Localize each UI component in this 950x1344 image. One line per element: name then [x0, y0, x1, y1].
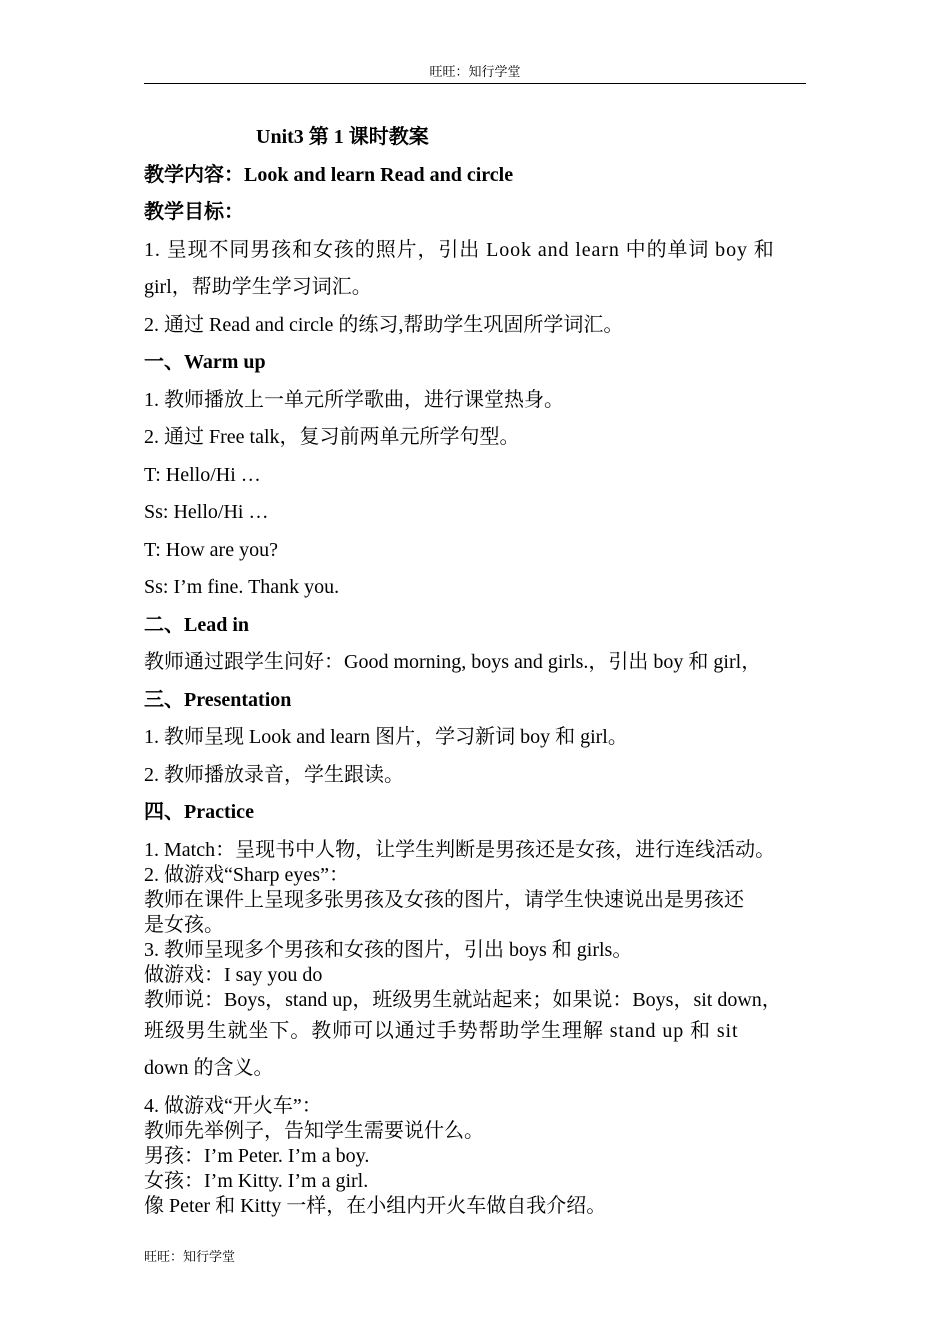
section-heading-lead-in: 二、Lead in: [144, 613, 250, 636]
lead-in-text: 教师通过跟学生问好：Good morning, boys and girls.，引出 boy 和 girl，: [144, 651, 762, 673]
presentation-step-2: 2. 教师播放录音，学生跟读。: [144, 763, 404, 786]
practice-line: 教师在课件上呈现多张男孩及女孩的图片，请学生快速说出是男孩还: [144, 888, 744, 911]
practice-line: 男孩：I’m Peter. I’m a boy.: [144, 1144, 370, 1167]
section-heading-warm-up: 一、Warm up: [144, 351, 266, 373]
lesson-plan-body: [144, 119, 814, 1219]
practice-line: 1. Match：呈现书中人物，让学生判断是男孩还是女孩，进行连线活动。: [144, 838, 776, 861]
practice-line: 是女孩。: [144, 913, 224, 936]
goal-item-1-line-1: 1. 呈现不同男孩和女孩的照片，引出 Look and learn 中的单词 boy 和: [144, 238, 775, 261]
warm-up-step-2: 2. 通过 Free talk，复习前两单元所学句型。: [144, 426, 520, 448]
practice-line: 3. 教师呈现多个男孩和女孩的图片，引出 boys 和 girls。: [144, 938, 633, 961]
practice-line: down 的含义。: [144, 1057, 274, 1079]
teaching-goals-heading: 教学目标：: [144, 201, 244, 223]
dialogue-line: T: Hello/Hi …: [144, 463, 261, 486]
practice-line: 做游戏：I say you do: [144, 963, 323, 986]
document-title: Unit3 第 1 课时教案: [256, 126, 429, 148]
presentation-step-1: 1. 教师呈现 Look and learn 图片，学习新词 boy 和 girl。: [144, 726, 628, 748]
header-divider: [144, 83, 806, 84]
page-footer: 旺旺：知行学堂: [144, 1249, 236, 1264]
practice-line: 2. 做游戏“Sharp eyes”：: [144, 863, 349, 886]
goal-item-2: 2. 通过 Read and circle 的练习,帮助学生巩固所学词汇。: [144, 313, 624, 336]
dialogue-line: T: How are you?: [144, 538, 278, 561]
goal-item-1-line-2: girl，帮助学生学习词汇。: [144, 276, 372, 298]
section-heading-practice: 四、Practice: [144, 801, 254, 823]
dialogue-line: Ss: I’m fine. Thank you.: [144, 576, 340, 598]
page-header: 旺旺：知行学堂: [429, 64, 521, 79]
section-heading-presentation: 三、Presentation: [144, 688, 292, 711]
practice-line: 4. 做游戏“开火车”：: [144, 1094, 322, 1117]
practice-line: 教师先举例子，告知学生需要说什么。: [144, 1119, 484, 1142]
warm-up-step-1: 1. 教师播放上一单元所学歌曲，进行课堂热身。: [144, 388, 564, 411]
dialogue-line: Ss: Hello/Hi …: [144, 501, 269, 523]
practice-line: 像 Peter 和 Kitty 一样，在小组内开火车做自我介绍。: [144, 1194, 607, 1217]
practice-line: 女孩：I’m Kitty. I’m a girl.: [144, 1169, 369, 1192]
practice-line: 班级男生就坐下。教师可以通过手势帮助学生理解 stand up 和 sit: [144, 1019, 739, 1042]
teaching-content-heading: 教学内容：Look and learn Read and circle: [144, 163, 514, 186]
practice-line: 教师说：Boys，stand up，班级男生就站起来；如果说：Boys，sit down，: [144, 988, 782, 1011]
